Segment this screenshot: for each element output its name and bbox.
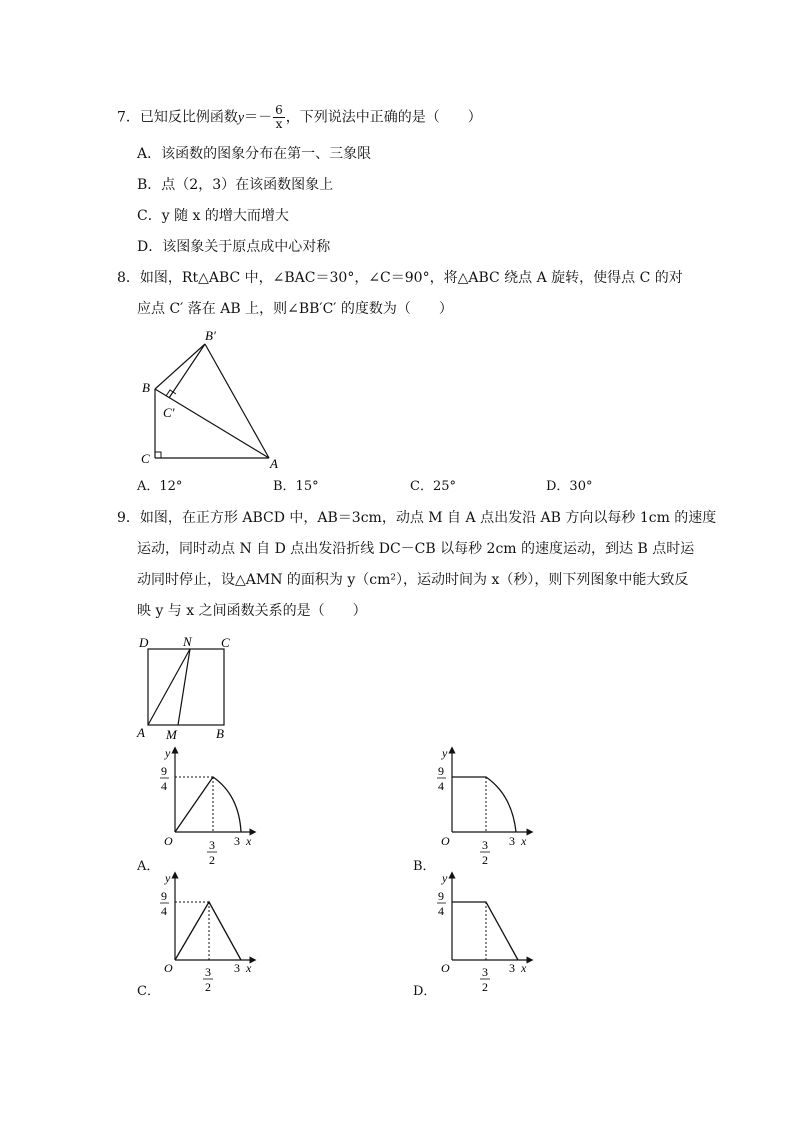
q9-graph-a-label-3num: 3 bbox=[209, 838, 215, 852]
q9-stem-line4: 映 y 与 x 之间函数关系的是（ ） bbox=[137, 603, 367, 619]
q9-graph-d-label-3num: 3 bbox=[482, 965, 488, 979]
q9-graph-c-label-9: 9 bbox=[161, 889, 167, 903]
q9-label-b: B bbox=[216, 726, 224, 741]
q7-prefix: 7．已知反比例函数 bbox=[117, 109, 238, 126]
q9-graph-b-label-9: 9 bbox=[438, 764, 444, 778]
q8-right-angle-c bbox=[155, 452, 161, 458]
q9-graph-c-label-4: 4 bbox=[161, 904, 167, 918]
q8-label-c: C bbox=[141, 451, 150, 466]
q9-graph-b-label-4: 4 bbox=[438, 779, 444, 793]
q8-line-BprimeA bbox=[205, 344, 269, 458]
q9-graph-c-label-x: x bbox=[246, 961, 252, 975]
q7-option-d: D．该图象关于原点成中心对称 bbox=[137, 239, 331, 255]
q9-label-m: M bbox=[166, 727, 177, 742]
q9-graph-d-label-4: 4 bbox=[438, 904, 444, 918]
q9-label-c: C bbox=[221, 635, 230, 650]
q8-label-a: A bbox=[270, 456, 278, 471]
q8-stem-line2: 应点 C′ 落在 AB 上，则∠BB′C′ 的度数为（ ） bbox=[137, 301, 453, 317]
q8-label-bprime: B′ bbox=[205, 328, 216, 343]
q7-option-a: A．该函数的图象分布在第一、三象限 bbox=[137, 146, 372, 162]
q9-graph-d-label-2den: 2 bbox=[482, 980, 488, 994]
q9-graph-a-label-4: 4 bbox=[161, 779, 167, 793]
q9-stem-line2: 运动，同时动点 N 自 D 点出发沿折线 DC－CB 以每秒 2cm 的速度运动，到达 B 点时运 bbox=[137, 541, 695, 557]
q9-option-b: B． bbox=[413, 859, 436, 874]
q9-stem-line1: 9．如图，在正方形 ABCD 中，AB＝3cm，动点 M 自 A 点出发沿 AB 方向以每秒 1cm 的速度 bbox=[117, 510, 717, 526]
q9-graph-b bbox=[432, 745, 542, 870]
q9-graph-a bbox=[155, 745, 265, 870]
q7-frac-num: 6 bbox=[275, 103, 283, 117]
q9-square-figure bbox=[133, 633, 243, 743]
q9-graph-b-label-3num: 3 bbox=[482, 838, 488, 852]
q9-graph-b-label-2den: 2 bbox=[482, 853, 488, 867]
q8-option-c: C．25° bbox=[410, 479, 456, 494]
q7-eq: ＝－ bbox=[244, 109, 273, 126]
q9-label-a: A bbox=[137, 725, 145, 740]
q9-label-d: D bbox=[139, 635, 149, 650]
q9-graph-c-label-o: O bbox=[164, 961, 173, 975]
q9-option-a: A． bbox=[137, 859, 160, 874]
q9-graph-d-label-9: 9 bbox=[438, 889, 444, 903]
q8-option-d: D．30° bbox=[546, 479, 593, 494]
q9-graph-a-label-2den: 2 bbox=[209, 853, 215, 867]
q7-option-b: B．点（2，3）在该函数图象上 bbox=[137, 177, 334, 193]
q9-graph-b-label-y: y bbox=[442, 746, 448, 760]
q7-y: y bbox=[237, 110, 245, 126]
q9-graph-c-label-y: y bbox=[165, 871, 171, 885]
q9-graph-c-label-3num: 3 bbox=[205, 965, 211, 979]
q9-stem-line3: 动同时停止，设△AMN 的面积为 y（cm²），运动时间为 x（秒），则下列图象中能大致反 bbox=[137, 572, 689, 588]
q9-graph-c-label-2den: 2 bbox=[205, 980, 211, 994]
q9-graph-b-curve bbox=[452, 777, 516, 832]
q8-triangle-figure bbox=[135, 326, 295, 471]
q9-graph-d-label-y: y bbox=[442, 871, 448, 885]
q7-fraction bbox=[273, 104, 285, 131]
q8-option-a: A．12° bbox=[137, 479, 183, 494]
q9-graph-c-label-x3: 3 bbox=[234, 961, 240, 975]
q8-line-BA bbox=[155, 389, 269, 458]
q9-graph-c-curve bbox=[175, 902, 241, 960]
q9-option-d: D． bbox=[413, 984, 437, 999]
q8-label-b: B bbox=[142, 380, 150, 395]
q9-graph-c bbox=[155, 870, 265, 995]
q9-graph-a-label-x: x bbox=[246, 834, 252, 848]
q9-graph-d-label-x3: 3 bbox=[509, 961, 515, 975]
q9-graph-b-label-x3: 3 bbox=[509, 834, 515, 848]
q9-square-abcd bbox=[148, 649, 224, 725]
q8-stem-line1: 8．如图，Rt△ABC 中，∠BAC＝30°，∠C＝90°，将△ABC 绕点 A 旋转，使得点 C 的对 bbox=[117, 270, 683, 286]
q9-graph-d-label-o: O bbox=[441, 961, 450, 975]
q8-option-b: B．15° bbox=[273, 479, 319, 494]
q9-graph-a-label-o: O bbox=[164, 834, 173, 848]
q7-suffix: ，下列说法中正确的是（ ） bbox=[285, 109, 482, 126]
q7-stem bbox=[117, 104, 482, 131]
q9-graph-a-label-9: 9 bbox=[161, 764, 167, 778]
q7-frac-den: x bbox=[275, 117, 283, 131]
q9-graph-d-label-x: x bbox=[521, 961, 527, 975]
q9-graph-b-label-o: O bbox=[441, 834, 450, 848]
q9-graph-d bbox=[432, 870, 542, 995]
q9-option-c: C． bbox=[137, 984, 160, 999]
q9-graph-b-label-x: x bbox=[521, 834, 527, 848]
q9-graph-a-curve bbox=[175, 777, 241, 832]
q9-graph-a-label-y: y bbox=[165, 746, 171, 760]
q8-label-cprime: C′ bbox=[163, 405, 175, 420]
q9-graph-a-label-x3: 3 bbox=[234, 834, 240, 848]
q9-label-n: N bbox=[183, 634, 192, 649]
q7-option-c: C．y 随 x 的增大而增大 bbox=[137, 208, 289, 224]
q9-graph-d-curve bbox=[452, 902, 518, 960]
